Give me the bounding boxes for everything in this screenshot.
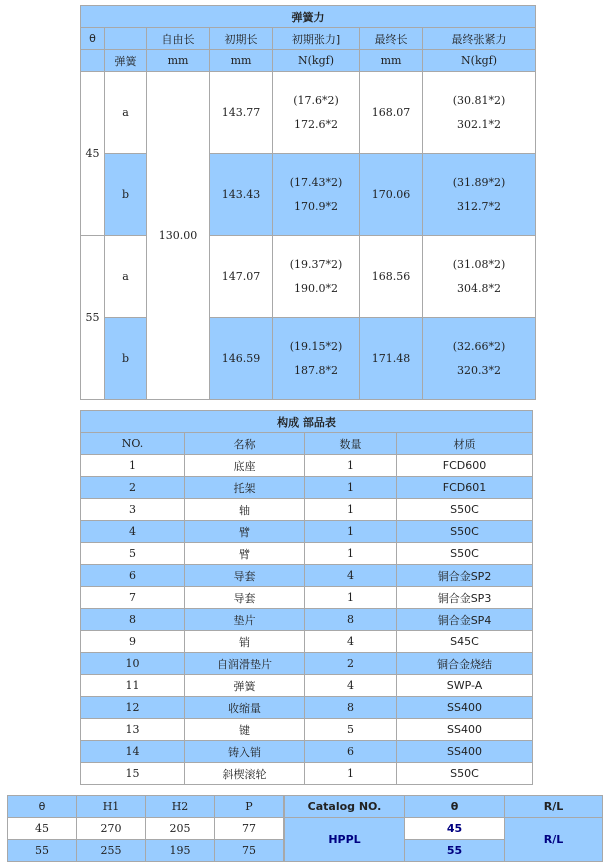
part-material: S50C bbox=[397, 499, 533, 521]
table-row bbox=[81, 653, 533, 675]
spring-table-title: 弹簧力 bbox=[81, 6, 536, 28]
part-no: 2 bbox=[81, 477, 185, 499]
final-length-value: 171.48 bbox=[360, 318, 423, 400]
p-value: 77 bbox=[215, 818, 284, 840]
part-name: 销 bbox=[185, 631, 305, 653]
final-tension-header: 最终张紧力 bbox=[423, 28, 536, 50]
h1-header: H1 bbox=[77, 796, 146, 818]
final-length-unit: mm bbox=[360, 50, 423, 72]
name-header: 名称 bbox=[185, 433, 305, 455]
theta-45-cell bbox=[81, 72, 105, 236]
final-tension-cell bbox=[423, 72, 536, 154]
initial-tension-cell bbox=[273, 318, 360, 400]
part-no: 14 bbox=[81, 741, 185, 763]
part-qty: 1 bbox=[305, 477, 397, 499]
free-length-unit: mm bbox=[147, 50, 210, 72]
tension-n: 172.6*2 bbox=[294, 117, 338, 131]
part-qty: 4 bbox=[305, 565, 397, 587]
part-no: 13 bbox=[81, 719, 185, 741]
part-no: 5 bbox=[81, 543, 185, 565]
spring-header-empty bbox=[105, 28, 147, 50]
catalog-table bbox=[284, 795, 603, 862]
final-length-value: 168.56 bbox=[360, 236, 423, 318]
part-qty: 5 bbox=[305, 719, 397, 741]
table-row bbox=[81, 631, 533, 653]
final-n: 312.7*2 bbox=[457, 199, 502, 213]
part-name: 托架 bbox=[185, 477, 305, 499]
part-material: FCD600 bbox=[397, 455, 533, 477]
initial-tension-cell bbox=[273, 236, 360, 318]
part-no: 12 bbox=[81, 697, 185, 719]
h2-value: 195 bbox=[146, 840, 215, 862]
table-row bbox=[81, 741, 533, 763]
table-row bbox=[81, 675, 533, 697]
part-name: 臂 bbox=[185, 521, 305, 543]
initial-length-value: 147.07 bbox=[210, 236, 273, 318]
spring-id: b bbox=[105, 154, 147, 236]
table-row bbox=[81, 719, 533, 741]
part-no: 1 bbox=[81, 455, 185, 477]
initial-length-unit: mm bbox=[210, 50, 273, 72]
part-material: S50C bbox=[397, 543, 533, 565]
tension-n: 170.9*2 bbox=[294, 199, 338, 213]
part-no: 4 bbox=[81, 521, 185, 543]
part-qty: 8 bbox=[305, 697, 397, 719]
no-header: NO. bbox=[81, 433, 185, 455]
h2-header: H2 bbox=[146, 796, 215, 818]
initial-tension-cell bbox=[273, 72, 360, 154]
part-material: 铜合金SP4 bbox=[397, 609, 533, 631]
part-name: 轴 bbox=[185, 499, 305, 521]
part-qty: 1 bbox=[305, 521, 397, 543]
initial-tension-header: 初期张力] bbox=[273, 28, 360, 50]
table-row bbox=[81, 521, 533, 543]
rl-header: R/L bbox=[505, 796, 603, 818]
spring-header: 弹簧 bbox=[105, 50, 147, 72]
part-material: S50C bbox=[397, 521, 533, 543]
table-row bbox=[81, 477, 533, 499]
table-row bbox=[81, 609, 533, 631]
rl-value: R/L bbox=[505, 818, 603, 862]
theta-header: θ bbox=[81, 28, 105, 50]
final-tension-unit: N(kgf) bbox=[423, 50, 536, 72]
part-no: 15 bbox=[81, 763, 185, 785]
catalog-theta-value: 45 bbox=[405, 818, 505, 840]
final-kgf: (31.08*2) bbox=[452, 257, 506, 271]
part-material: SS400 bbox=[397, 719, 533, 741]
table-row bbox=[81, 543, 533, 565]
free-length-value: 130.00 bbox=[147, 72, 210, 400]
initial-tension-unit: N(kgf) bbox=[273, 50, 360, 72]
final-kgf: (32.66*2) bbox=[452, 339, 506, 353]
part-material: 铜合金SP2 bbox=[397, 565, 533, 587]
part-material: FCD601 bbox=[397, 477, 533, 499]
final-tension-cell bbox=[423, 318, 536, 400]
tension-kgf: (17.6*2) bbox=[293, 93, 339, 107]
catalog-no-value: HPPL bbox=[285, 818, 405, 862]
part-name: 自润滑垫片 bbox=[185, 653, 305, 675]
part-name: 底座 bbox=[185, 455, 305, 477]
part-qty: 4 bbox=[305, 631, 397, 653]
catalog-no-header: Catalog NO. bbox=[285, 796, 405, 818]
part-qty: 1 bbox=[305, 499, 397, 521]
h2-value: 205 bbox=[146, 818, 215, 840]
spring-id: a bbox=[105, 72, 147, 154]
tension-n: 190.0*2 bbox=[294, 281, 338, 295]
final-n: 320.3*2 bbox=[457, 363, 502, 377]
part-qty: 1 bbox=[305, 763, 397, 785]
part-no: 11 bbox=[81, 675, 185, 697]
theta-value: 55 bbox=[85, 311, 100, 324]
part-no: 9 bbox=[81, 631, 185, 653]
initial-length-value: 146.59 bbox=[210, 318, 273, 400]
theta-55-cell bbox=[81, 236, 105, 400]
part-no: 7 bbox=[81, 587, 185, 609]
dim-theta-value: 45 bbox=[8, 818, 77, 840]
initial-length-value: 143.43 bbox=[210, 154, 273, 236]
part-material: SS400 bbox=[397, 697, 533, 719]
tension-kgf: (19.37*2) bbox=[289, 257, 343, 271]
part-qty: 2 bbox=[305, 653, 397, 675]
part-name: 臂 bbox=[185, 543, 305, 565]
initial-tension-cell bbox=[273, 154, 360, 236]
free-length-header: 自由长 bbox=[147, 28, 210, 50]
dimension-table bbox=[7, 795, 284, 862]
final-n: 304.8*2 bbox=[457, 281, 502, 295]
parts-list-table bbox=[80, 410, 533, 785]
part-material: 铜合金烧结 bbox=[397, 653, 533, 675]
final-tension-cell bbox=[423, 236, 536, 318]
part-no: 8 bbox=[81, 609, 185, 631]
spring-id: b bbox=[105, 318, 147, 400]
table-row bbox=[81, 565, 533, 587]
catalog-theta-header: θ bbox=[405, 796, 505, 818]
final-length-value: 168.07 bbox=[360, 72, 423, 154]
part-material: SS400 bbox=[397, 741, 533, 763]
parts-table-title: 构成 部品表 bbox=[81, 411, 533, 433]
table-row bbox=[81, 587, 533, 609]
catalog-theta-value: 55 bbox=[405, 840, 505, 862]
p-value: 75 bbox=[215, 840, 284, 862]
part-name: 键 bbox=[185, 719, 305, 741]
part-name: 导套 bbox=[185, 565, 305, 587]
part-no: 6 bbox=[81, 565, 185, 587]
spring-force-table bbox=[80, 5, 536, 400]
table-row bbox=[81, 763, 533, 785]
h1-value: 255 bbox=[77, 840, 146, 862]
part-material: S50C bbox=[397, 763, 533, 785]
table-row bbox=[81, 455, 533, 477]
part-name: 铸入销 bbox=[185, 741, 305, 763]
part-material: SWP-A bbox=[397, 675, 533, 697]
initial-length-header: 初期长 bbox=[210, 28, 273, 50]
parts-list-body bbox=[81, 411, 533, 785]
material-header: 材质 bbox=[397, 433, 533, 455]
part-qty: 1 bbox=[305, 543, 397, 565]
part-name: 垫片 bbox=[185, 609, 305, 631]
part-material: 铜合金SP3 bbox=[397, 587, 533, 609]
final-n: 302.1*2 bbox=[457, 117, 502, 131]
tension-kgf: (19.15*2) bbox=[289, 339, 343, 353]
tension-n: 187.8*2 bbox=[294, 363, 338, 377]
theta-unit-empty bbox=[81, 50, 105, 72]
spring-id: a bbox=[105, 236, 147, 318]
h1-value: 270 bbox=[77, 818, 146, 840]
part-qty: 4 bbox=[305, 675, 397, 697]
part-qty: 6 bbox=[305, 741, 397, 763]
part-qty: 1 bbox=[305, 455, 397, 477]
dim-theta-header: θ bbox=[8, 796, 77, 818]
qty-header: 数量 bbox=[305, 433, 397, 455]
table-row bbox=[81, 697, 533, 719]
final-length-header: 最终长 bbox=[360, 28, 423, 50]
part-qty: 1 bbox=[305, 587, 397, 609]
initial-length-value: 143.77 bbox=[210, 72, 273, 154]
final-tension-cell bbox=[423, 154, 536, 236]
part-no: 3 bbox=[81, 499, 185, 521]
part-qty: 8 bbox=[305, 609, 397, 631]
tension-kgf: (17.43*2) bbox=[289, 175, 343, 189]
dim-theta-value: 55 bbox=[8, 840, 77, 862]
theta-value: 45 bbox=[85, 147, 100, 160]
table-row bbox=[81, 499, 533, 521]
final-kgf: (30.81*2) bbox=[452, 93, 506, 107]
part-name: 弹簧 bbox=[185, 675, 305, 697]
final-length-value: 170.06 bbox=[360, 154, 423, 236]
part-material: S45C bbox=[397, 631, 533, 653]
part-name: 斜楔滚轮 bbox=[185, 763, 305, 785]
part-name: 导套 bbox=[185, 587, 305, 609]
p-header: P bbox=[215, 796, 284, 818]
final-kgf: (31.89*2) bbox=[452, 175, 506, 189]
part-name: 收缩量 bbox=[185, 697, 305, 719]
part-no: 10 bbox=[81, 653, 185, 675]
